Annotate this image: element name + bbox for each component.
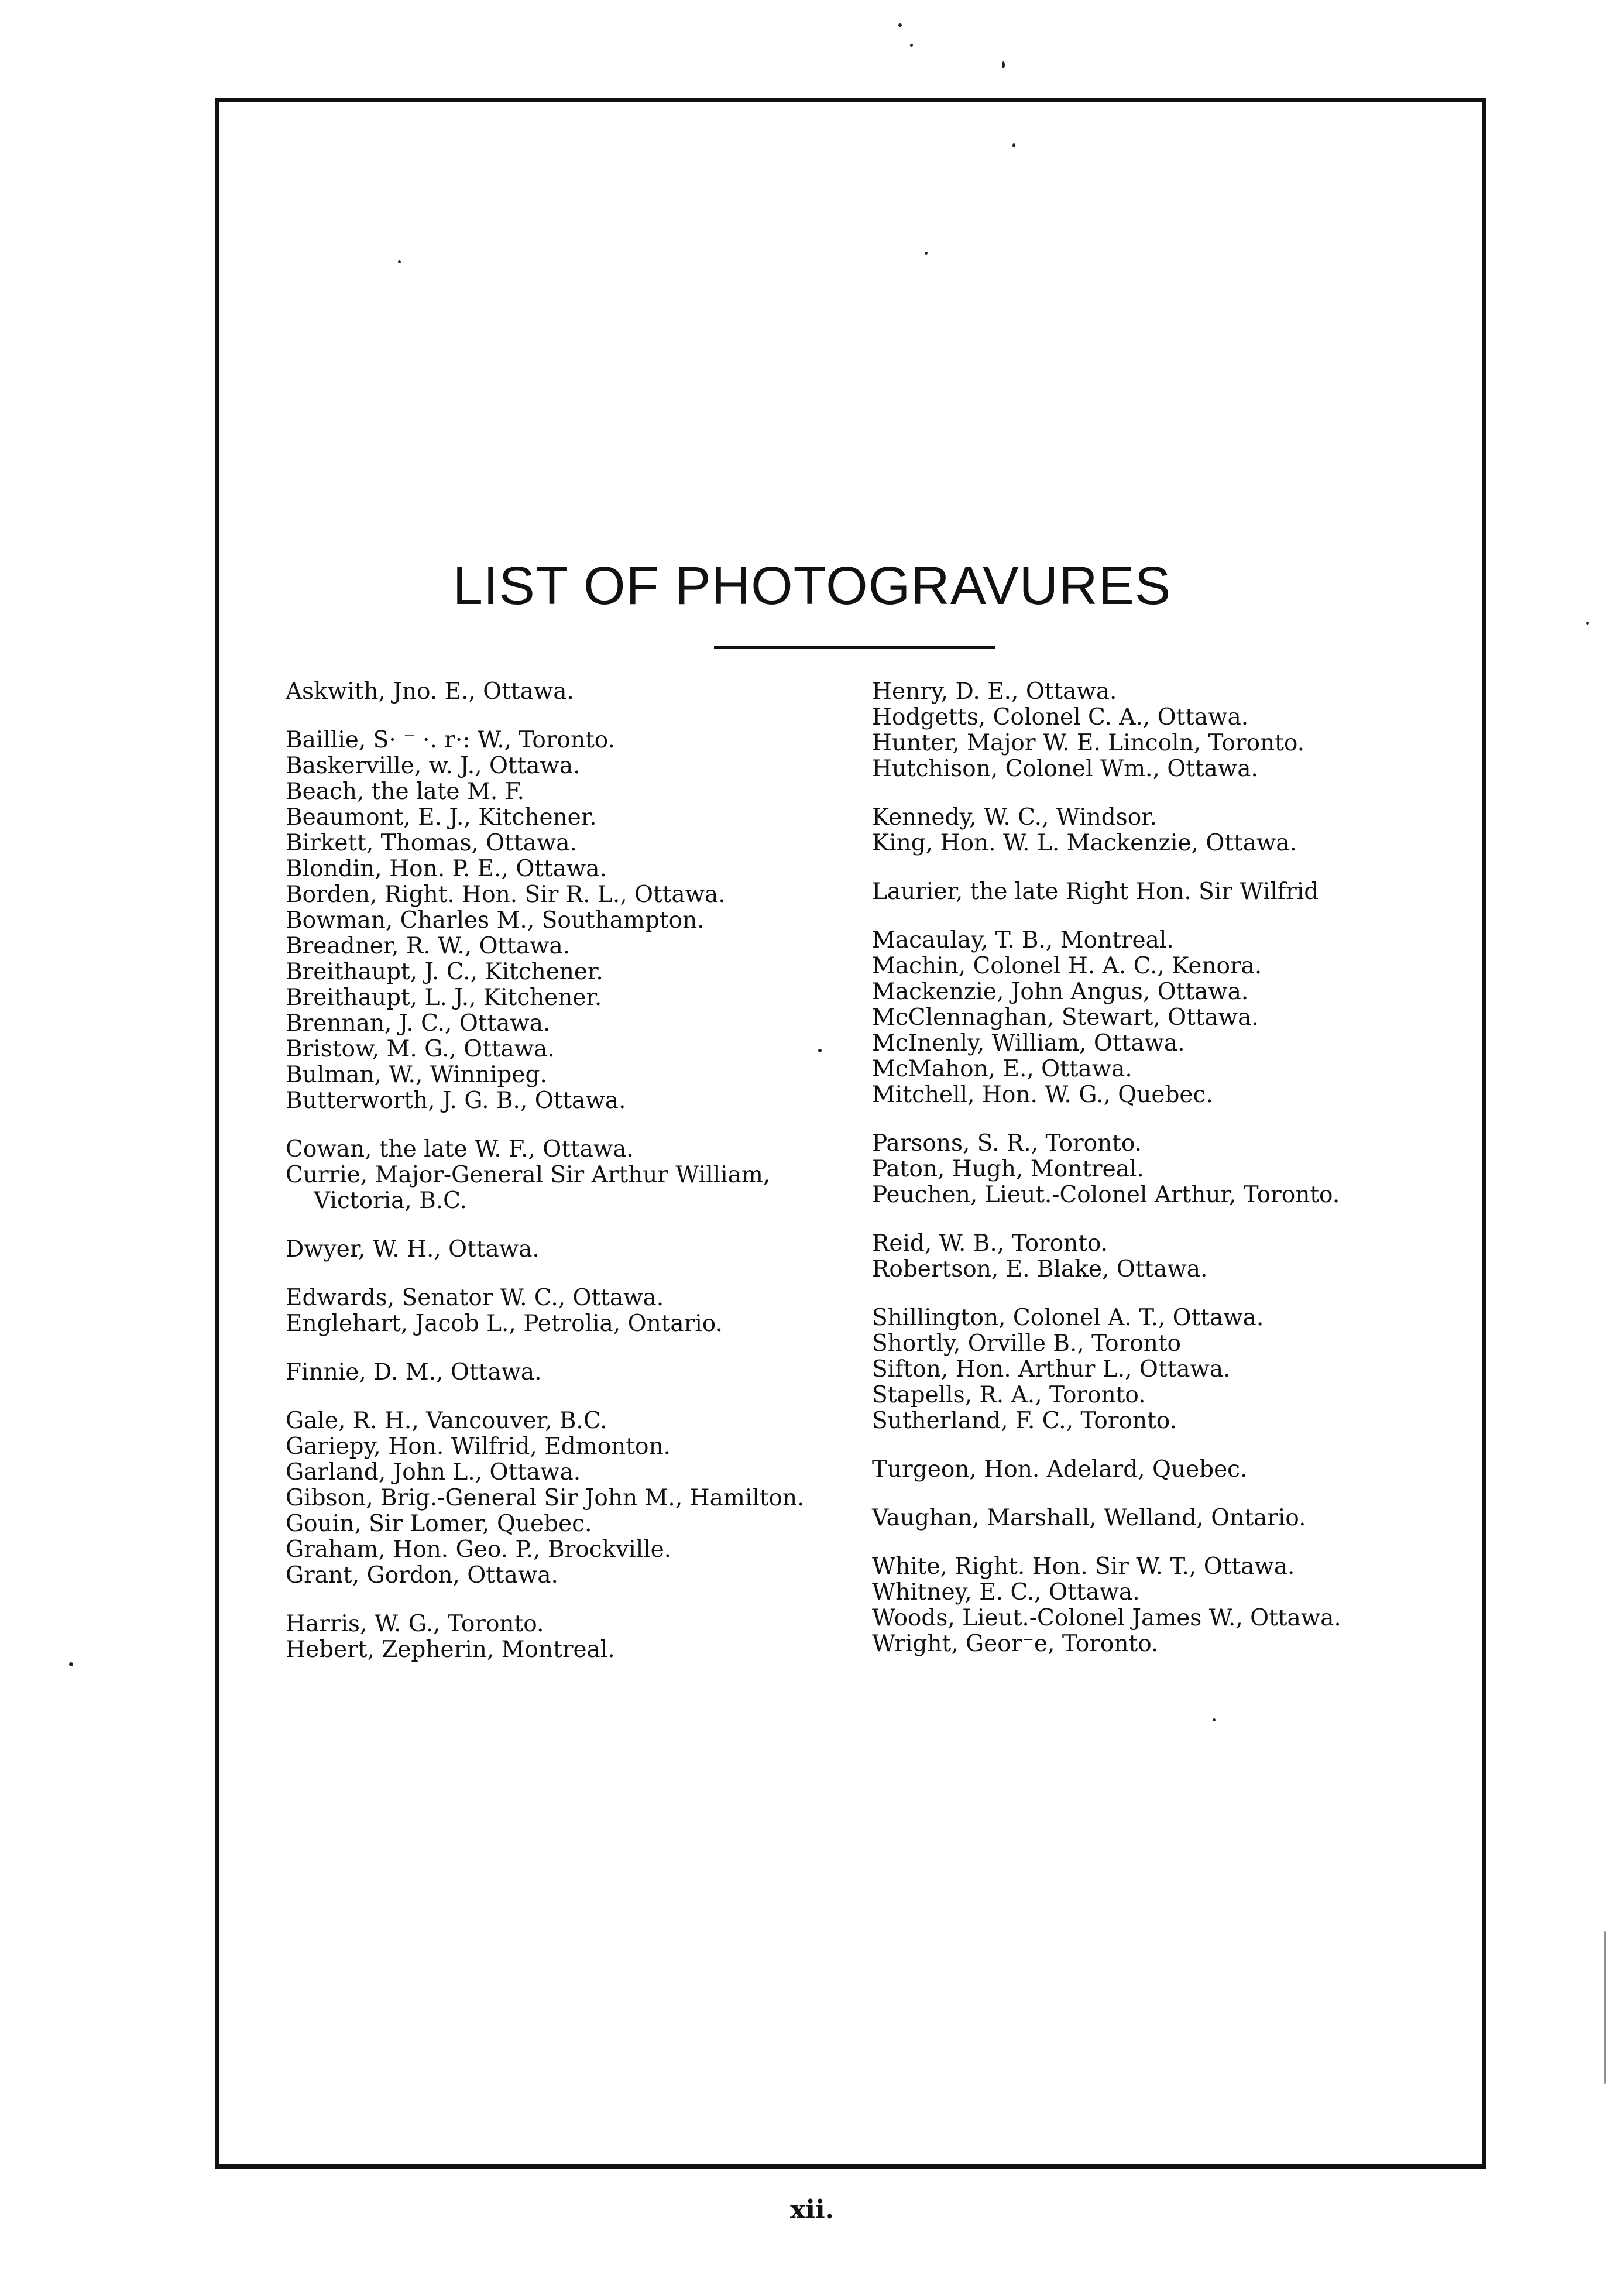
list-item: Breithaupt, J. C., Kitchener. [286, 959, 603, 985]
entry-group [286, 728, 871, 1114]
entry-group [872, 1457, 1457, 1483]
entry-group [872, 679, 1457, 782]
list-item: Borden, Right. Hon. Sir R. L., Ottawa. [286, 881, 726, 908]
scan-speck [1213, 1718, 1216, 1721]
list-item: Mackenzie, John Angus, Ottawa. [872, 979, 1249, 1005]
list-item: Laurier, the late Right Hon. Sir Wilfrid [872, 879, 1319, 905]
list-item: Bowman, Charles M., Southampton. [286, 907, 705, 934]
list-item: Edwards, Senator W. C., Ottawa. [286, 1285, 664, 1311]
entry-group [872, 805, 1457, 856]
list-item: Macaulay, T. B., Montreal. [872, 927, 1174, 953]
list-item: Gouin, Sir Lomer, Quebec. [286, 1511, 592, 1537]
scan-speck [398, 260, 401, 263]
title-rule [714, 646, 995, 649]
entry-group [286, 1408, 871, 1588]
entry-group [286, 1360, 871, 1385]
list-item: McInenly, William, Ottawa. [872, 1030, 1185, 1056]
entry-group [286, 1285, 871, 1337]
list-item: Dwyer, W. H., Ottawa. [286, 1236, 540, 1262]
scan-speck [925, 252, 928, 255]
list-item: Shillington, Colonel A. T., Ottawa. [872, 1305, 1264, 1331]
left-column [286, 679, 871, 1686]
list-item: Beach, the late M. F. [286, 778, 524, 805]
list-item: White, Right. Hon. Sir W. T., Ottawa. [872, 1553, 1295, 1580]
entry-group [872, 1554, 1457, 1657]
list-item: Paton, Hugh, Montreal. [872, 1156, 1144, 1182]
list-item: Whitney, E. C., Ottawa. [872, 1579, 1140, 1605]
entry-group [286, 1137, 871, 1214]
list-item: King, Hon. W. L. Mackenzie, Ottawa. [872, 830, 1297, 856]
list-item: Gale, R. H., Vancouver, B.C. [286, 1408, 607, 1434]
list-item: Hodgetts, Colonel C. A., Ottawa. [872, 704, 1249, 730]
list-item: Harris, W. G., Toronto. [286, 1611, 544, 1637]
list-item: Birkett, Thomas, Ottawa. [286, 830, 577, 856]
list-item: Baskerville, w. J., Ottawa. [286, 753, 581, 779]
entry-group [286, 1611, 871, 1663]
entry-group [286, 679, 871, 705]
list-item: Shortly, Orville B., Toronto [872, 1330, 1182, 1357]
scan-speck [1002, 61, 1005, 68]
entry-group [872, 928, 1457, 1108]
page-number: xii. [790, 2195, 834, 2225]
entry-group [872, 1305, 1457, 1434]
list-item: Reid, W. B., Toronto. [872, 1230, 1108, 1257]
list-item: Sutherland, F. C., Toronto. [872, 1408, 1177, 1434]
list-item: Beaumont, E. J., Kitchener. [286, 804, 597, 831]
list-item: Blondin, Hon. P. E., Ottawa. [286, 856, 607, 882]
list-item: Henry, D. E., Ottawa. [872, 678, 1117, 705]
list-item: Baillie, S· ⁻ ·. r·: W., Toronto. [286, 727, 615, 753]
list-item: Garland, John L., Ottawa. [286, 1459, 581, 1485]
page-title: LIST OF PHOTOGRAVURES [452, 556, 1172, 616]
entry-group [872, 1505, 1457, 1531]
list-item: Butterworth, J. G. B., Ottawa. [286, 1087, 626, 1114]
entry-group [872, 879, 1457, 905]
scan-speck [910, 44, 913, 47]
list-item: Breadner, R. W., Ottawa. [286, 933, 571, 959]
scan-speck [1586, 622, 1589, 625]
list-item: Mitchell, Hon. W. G., Quebec. [872, 1082, 1213, 1108]
list-item: McClennaghan, Stewart, Ottawa. [872, 1004, 1259, 1031]
list-item: Brennan, J. C., Ottawa. [286, 1010, 551, 1037]
scan-speck [818, 1049, 822, 1052]
list-item: Kennedy, W. C., Windsor. [872, 804, 1158, 831]
list-item: Machin, Colonel H. A. C., Kenora. [872, 953, 1262, 979]
list-item: Hutchison, Colonel Wm., Ottawa. [872, 756, 1258, 782]
entry-group [872, 1131, 1457, 1208]
list-item: Vaughan, Marshall, Welland, Ontario. [872, 1505, 1306, 1531]
list-item: Askwith, Jno. E., Ottawa. [286, 678, 574, 705]
list-item: Hebert, Zepherin, Montreal. [286, 1636, 615, 1663]
list-item: Wright, Geor⁻e, Toronto. [872, 1631, 1159, 1657]
list-item: Parsons, S. R., Toronto. [872, 1130, 1142, 1157]
list-item: Robertson, E. Blake, Ottawa. [872, 1256, 1208, 1282]
list-item: Finnie, D. M., Ottawa. [286, 1359, 542, 1385]
list-item: Turgeon, Hon. Adelard, Quebec. [872, 1456, 1248, 1483]
list-item: Bulman, W., Winnipeg. [286, 1062, 547, 1088]
list-item: Breithaupt, L. J., Kitchener. [286, 984, 602, 1011]
list-item: Gibson, Brig.-General Sir John M., Hamilton. [286, 1485, 805, 1511]
list-item: Woods, Lieut.-Colonel James W., Ottawa. [872, 1605, 1341, 1631]
list-item: Cowan, the late W. F., Ottawa. [286, 1136, 634, 1162]
list-item: Stapells, R. A., Toronto. [872, 1382, 1146, 1408]
entry-group [286, 1237, 871, 1262]
list-item: Gariepy, Hon. Wilfrid, Edmonton. [286, 1433, 671, 1460]
list-item: Englehart, Jacob L., Petrolia, Ontario. [286, 1310, 723, 1337]
scan-speck [1012, 143, 1015, 147]
list-item: Victoria, B.C. [314, 1188, 468, 1214]
list-item: Sifton, Hon. Arthur L., Ottawa. [872, 1356, 1231, 1382]
list-item: Peuchen, Lieut.-Colonel Arthur, Toronto. [872, 1182, 1340, 1208]
list-item: Currie, Major-General Sir Arthur William, [286, 1162, 771, 1188]
list-item: Grant, Gordon, Ottawa. [286, 1562, 558, 1588]
scan-speck [898, 23, 902, 27]
scan-speck [69, 1662, 73, 1666]
entry-group [872, 1231, 1457, 1282]
list-item: McMahon, E., Ottawa. [872, 1056, 1132, 1082]
list-item: Graham, Hon. Geo. P., Brockville. [286, 1536, 672, 1563]
list-item: Bristow, M. G., Ottawa. [286, 1036, 555, 1062]
list-item: Hunter, Major W. E. Lincoln, Toronto. [872, 730, 1305, 756]
scan-speck [1604, 1931, 1606, 2084]
right-column [872, 679, 1457, 1680]
